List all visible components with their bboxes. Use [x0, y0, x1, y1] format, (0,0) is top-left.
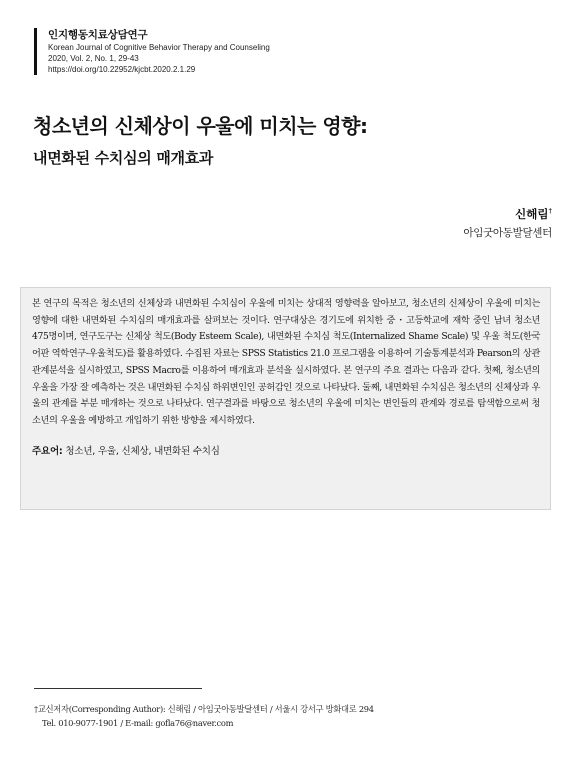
keywords-text: 청소년, 우울, 신체상, 내면화된 수치심: [65, 445, 220, 457]
journal-header: [34, 28, 308, 75]
keywords-label: 주요어:: [32, 445, 63, 457]
author: [515, 206, 552, 222]
journal-name-en: Korean Journal of Cognitive Behavior Therapy and Counseling: [48, 43, 270, 52]
abstract-text: 본 연구의 목적은 청소년의 신체상과 내면화된 수치심이 우울에 미치는 상대적 영향력을 알아보고, 청소년의 신체상이 우울에 미치는 영향에 대한 내면화된 수치심의 매개효과를 살펴보는 것이다. 연구대상은 경기도에 위치한 중・고등학교에 재학 중인 남녀 청소년 475명이며, 연구도구는 신체상 척도(Body Esteem Scale), 내면화된 수치심 척도(Internalized Shame Scale) 및 우울 척도(한국어판 역학연구-우울척도)를 활용하였다. 수집된 자료는 SPSS Statistics 21.0 프로그램을 이용하여 기술통계분석과 Pearson의 상관관계분석을 실시하였고, SPSS Macro를 이용하여 매개효과 분석을 실시하였다. 본 연구의 주요 결과는 다음과 같다. 첫째, 청소년의 우울을 가장 잘 예측하는 것은 내면화된 수치심 하위변인인 공허감인 것으로 나타났다. 둘째, 내면화된 수치심은 청소년의 신체상과 우울의 관계를 부분 매개하는 것으로 나타났다. 연구결과를 바탕으로 청소년의 우울에 미치는 변인들의 관계와 경로를 탐색함으로써 청소년의 우울을 예방하고 개입하기 위한 방향을 제시하였다.: [32, 298, 540, 426]
paper-subtitle: 내면화된 수치심의 매개효과: [33, 149, 214, 167]
footnote-line-1: †교신저자(Corresponding Author): 신해림 / 아임굿아동발달센터 / 서울시 강서구 방화대로 294: [34, 704, 374, 714]
corresponding-mark: †: [548, 207, 552, 216]
abstract-box: [20, 287, 551, 510]
journal-name: 인지행동치료상담연구: [48, 29, 148, 41]
footnote: [34, 702, 374, 730]
journal-doi[interactable]: https://doi.org/10.22952/kjcbt.2020.2.1.29: [48, 65, 196, 74]
author-affiliation: 아임굿아동발달센터: [463, 227, 552, 239]
journal-volume: 2020, Vol. 2, No. 1, 29-43: [48, 54, 139, 63]
footnote-divider: [34, 688, 202, 689]
paper-title: 청소년의 신체상이 우울에 미치는 영향:: [33, 114, 368, 138]
author-name: 신해림: [515, 207, 549, 221]
footnote-line-2: Tel. 010-9077-1901 / E-mail: gofla76@naver.com: [42, 718, 234, 728]
keywords: [32, 443, 540, 457]
